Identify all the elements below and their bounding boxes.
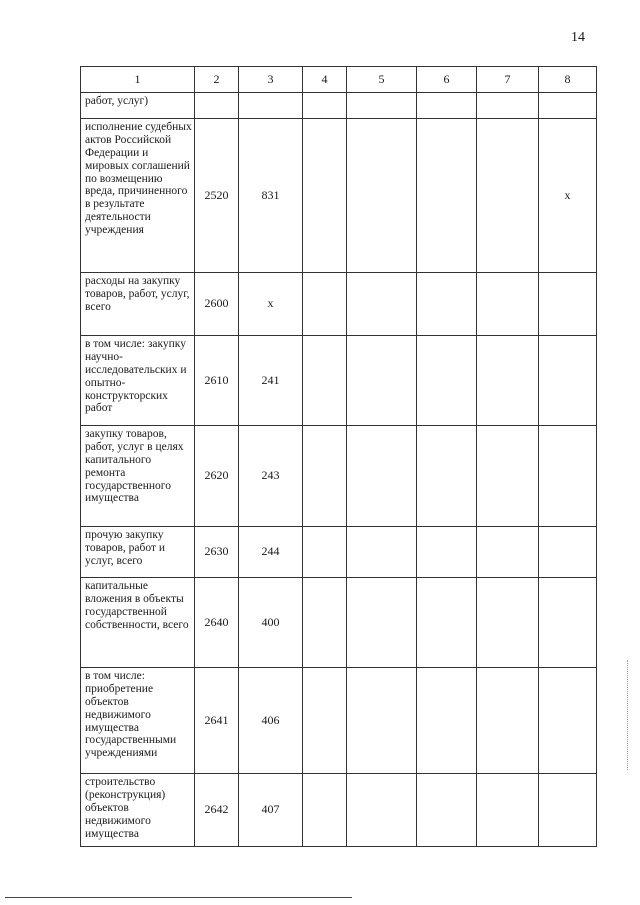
line-code: 2630: [195, 527, 239, 578]
header-col-6: 6: [417, 67, 477, 93]
cell-col-7: [477, 93, 539, 119]
line-code: 2642: [195, 774, 239, 847]
cell-col-6: [417, 93, 477, 119]
cell-col-8: [539, 578, 597, 668]
row-name: [81, 774, 195, 847]
cell-col-7: [477, 774, 539, 847]
cell-col-5: [347, 273, 417, 336]
cell-col-7: [477, 273, 539, 336]
cell-col-5: [347, 93, 417, 119]
cell-col-4: [303, 273, 347, 336]
row-name-text: прочую закупку товаров, работ и услуг, всего: [85, 529, 166, 567]
line-code: 2610: [195, 336, 239, 426]
cell-col-5: [347, 578, 417, 668]
budget-code: 407: [239, 774, 303, 847]
cell-col-4: [303, 578, 347, 668]
row-name: [81, 119, 195, 273]
cell-col-8: [539, 426, 597, 527]
header-col-1: 1: [81, 67, 195, 93]
cell-col-4: [303, 336, 347, 426]
cell-col-8: [539, 527, 597, 578]
cell-col-5: [347, 119, 417, 273]
cell-col-4: [303, 93, 347, 119]
table-row: [81, 527, 597, 578]
cell-col-8: [539, 774, 597, 847]
cell-col-6: [417, 336, 477, 426]
row-name: [81, 668, 195, 774]
cell-col-5: [347, 336, 417, 426]
budget-code: 831: [239, 119, 303, 273]
row-name-text: в том числе: закупку научно-исследовательских и опытно-конструкторских работ: [85, 338, 187, 415]
row-name-text: строительство (реконструкция) объектов недвижимого имущества: [85, 776, 166, 840]
budget-code: 241: [239, 336, 303, 426]
cell-col-8: [539, 336, 597, 426]
cell-col-7: [477, 119, 539, 273]
cell-col-4: [303, 668, 347, 774]
cell-col-4: [303, 527, 347, 578]
budget-code: [239, 93, 303, 119]
table-row: [81, 119, 597, 273]
cell-col-5: [347, 527, 417, 578]
cell-col-5: [347, 668, 417, 774]
cell-col-6: [417, 527, 477, 578]
cell-col-8: [539, 668, 597, 774]
header-col-3: 3: [239, 67, 303, 93]
row-name: [81, 426, 195, 527]
line-code: 2600: [195, 273, 239, 336]
cell-col-4: [303, 426, 347, 527]
line-code: 2520: [195, 119, 239, 273]
budget-table: [80, 66, 597, 847]
cell-col-4: [303, 774, 347, 847]
cell-col-6: [417, 668, 477, 774]
budget-code: 400: [239, 578, 303, 668]
row-name: [81, 578, 195, 668]
cell-col-7: [477, 336, 539, 426]
table-row: [81, 93, 597, 119]
row-name: [81, 527, 195, 578]
footer-rule: [5, 897, 352, 898]
row-name-text: капитальные вложения в объекты государственной собственности, всего: [85, 580, 189, 631]
budget-code: 243: [239, 426, 303, 527]
row-name-text: исполнение судебных актов Российской Федерации и мировых соглашений по возмещению вреда, причиненного в результате деятельности учреждения: [85, 121, 192, 236]
budget-code: 406: [239, 668, 303, 774]
cell-col-6: [417, 774, 477, 847]
line-code: 2640: [195, 578, 239, 668]
cell-col-5: [347, 426, 417, 527]
scan-edge-mark: [627, 660, 628, 770]
cell-col-7: [477, 668, 539, 774]
header-col-8: 8: [539, 67, 597, 93]
page-number: 14: [571, 30, 585, 45]
header-col-5: 5: [347, 67, 417, 93]
table-row: [81, 336, 597, 426]
cell-col-7: [477, 578, 539, 668]
cell-col-7: [477, 527, 539, 578]
row-name: [81, 93, 195, 119]
cell-col-5: [347, 774, 417, 847]
header-col-7: 7: [477, 67, 539, 93]
cell-col-6: [417, 578, 477, 668]
line-code: [195, 93, 239, 119]
table-row: [81, 273, 597, 336]
row-name: [81, 336, 195, 426]
cell-col-6: [417, 119, 477, 273]
line-code: 2641: [195, 668, 239, 774]
cell-col-8: x: [539, 119, 597, 273]
row-name-text: в том числе: приобретение объектов недвижимого имущества государственными учреждениями: [85, 670, 177, 760]
budget-code: 244: [239, 527, 303, 578]
table-row: [81, 578, 597, 668]
header-col-2: 2: [195, 67, 239, 93]
cell-col-4: [303, 119, 347, 273]
cell-col-7: [477, 426, 539, 527]
cell-col-8: [539, 273, 597, 336]
row-name-text: работ, услуг): [85, 95, 149, 107]
header-col-4: 4: [303, 67, 347, 93]
table-row: [81, 668, 597, 774]
row-name-text: расходы на закупку товаров, работ, услуг, всего: [85, 275, 190, 313]
header-row: [81, 67, 597, 93]
cell-col-6: [417, 426, 477, 527]
cell-col-8: [539, 93, 597, 119]
row-name: [81, 273, 195, 336]
table-row: [81, 774, 597, 847]
table-row: [81, 426, 597, 527]
cell-col-6: [417, 273, 477, 336]
budget-code: x: [239, 273, 303, 336]
row-name-text: закупку товаров, работ, услуг в целях капитального ремонта государственного имущества: [85, 428, 184, 505]
line-code: 2620: [195, 426, 239, 527]
